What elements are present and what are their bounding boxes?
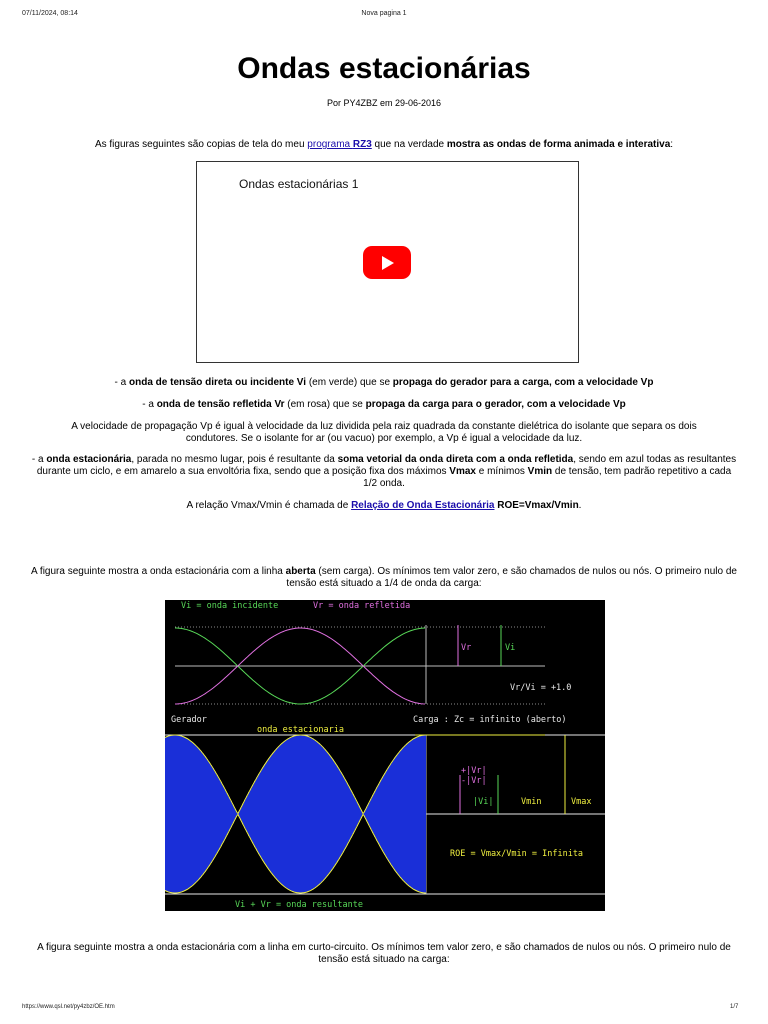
label-vmin: Vmin (521, 797, 542, 807)
p1-a: - a (114, 377, 129, 388)
p4-b1: onda estacionária (46, 454, 132, 465)
intro-text-middle: que na verdade (371, 139, 447, 150)
label-plus-vr: +|Vr| (461, 766, 487, 776)
youtube-play-icon[interactable] (363, 246, 411, 279)
intro-bold: mostra as ondas de forma animada e interativa (446, 139, 671, 150)
video-title[interactable]: Ondas estacionárias 1 (239, 177, 359, 191)
intro-colon: : (670, 139, 674, 150)
p4-a: - a (31, 454, 47, 465)
standing-wave-screen (165, 600, 605, 911)
label-box-vr: Vr (461, 643, 472, 653)
page-title: Ondas estacionárias (237, 52, 531, 85)
p6-a: A figura seguinte mostra a onda estacionária com a linha (31, 566, 286, 577)
p1-b2: propaga do gerador para a carga, com a velocidade Vp (392, 377, 654, 388)
label-onda-estacionaria: onda estacionaria (257, 725, 344, 735)
p1-b1: onda de tensão direta ou incidente Vi (129, 377, 307, 388)
youtube-video-embed[interactable] (196, 161, 579, 363)
p4-b2: soma vetorial da onda direta com a onda refletida (337, 454, 574, 465)
rz3-link-text[interactable]: programa (307, 139, 353, 150)
roe-link[interactable] (351, 500, 494, 511)
label-minus-vr: -|Vr| (461, 776, 487, 786)
print-page-number: 1/7 (730, 1004, 739, 1010)
p1-c: (em verde) que se (306, 377, 393, 388)
print-datetime: 07/11/2024, 08:14 (22, 10, 78, 17)
paragraph-velocity (30, 421, 738, 445)
label-carga: Carga : Zc = infinito (aberto) (413, 715, 567, 725)
paragraph-incident-wave (30, 377, 738, 389)
paragraph-reflected-wave (30, 399, 738, 411)
p2-a: - a (142, 399, 157, 410)
p2-b1: onda de tensão refletida Vr (156, 399, 285, 410)
top-grid (175, 625, 545, 704)
p4-b3: Vmax (449, 466, 476, 477)
p3-line1: A velocidade de propagação Vp é igual à velocidade da luz dividida pela raiz quadrada da constante dielétrica do isolante que separa os dois (71, 421, 697, 432)
play-triangle-icon (382, 256, 394, 270)
print-url: https://www.qsl.net/py4zbz/OE.htm (22, 1004, 115, 1010)
paragraph-short-circuit: A figura seguinte mostra a onda estacionária com a linha em curto-circuito. Os mínimos tem valor zero, e são chamados de nulos ou nós. O primeiro nulo de tensão está situado na carga: (37, 942, 731, 965)
p4-f: de tensão, tem padrão repetitivo a cada 1/2 onda. (363, 466, 732, 489)
p5-bold: ROE=Vmax/Vmin (497, 500, 579, 511)
rz3-link-bold[interactable]: RZ3 (352, 139, 372, 150)
p2-b2: propaga da carga para o gerador, com a velocidade Vp (365, 399, 626, 410)
intro-text: As figuras seguintes são copias de tela do meu (94, 139, 308, 150)
paragraph-roe (30, 500, 738, 512)
p2-c: (em rosa) que se (284, 399, 366, 410)
label-roe: ROE = Vmax/Vmin = Infinita (450, 849, 584, 859)
label-vi-incident: Vi = onda incidente (181, 601, 279, 611)
p4-c: , parada no mesmo lugar, pois é resultante da (131, 454, 338, 465)
standing-wave-open-figure (165, 600, 605, 911)
paragraph-standing-wave (30, 454, 738, 490)
p3-line2: condutores. Se o isolante for ar (ou vacuo) por exemplo, a Vp é igual a velocidade da luz. (185, 433, 583, 444)
label-resultante: Vi + Vr = onda resultante (235, 900, 363, 910)
roe-link-text[interactable]: Relação de Onda Estacionária (351, 500, 495, 511)
standing-wave-fill (165, 735, 425, 893)
p5-c: . (578, 500, 582, 511)
paragraph-open-line (30, 566, 738, 590)
print-page-title: Nova pagina 1 (361, 10, 407, 17)
p4-b4: Vmin (527, 466, 553, 477)
byline: Por PY4ZBZ em 29-06-2016 (326, 98, 442, 108)
p6-b: (sem carga). Os mínimos tem valor zero, e são chamados de nulos ou nós. O primeiro nulo de tensão está situado a 1/4 de onda da carga: (286, 566, 737, 589)
rz3-program-link[interactable] (307, 139, 371, 150)
label-vmax: Vmax (571, 797, 592, 807)
label-gerador: Gerador (171, 715, 207, 725)
label-vr-reflected: Vr = onda refletida (313, 601, 411, 611)
p6-bold: aberta (285, 566, 316, 577)
p5-a: A relação Vmax/Vmin é chamada de (186, 500, 352, 511)
label-abs-vi: |Vi| (473, 797, 494, 807)
p4-e: e mínimos (475, 466, 528, 477)
label-ratio: Vr/Vi = +1.0 (510, 683, 572, 693)
p4-d: , sendo em azul todas as resultantes durante um ciclo, e em amarelo a sua envoltória fixa, sendo que a posição fixa dos máximos (36, 454, 737, 477)
label-box-vi: Vi (505, 643, 516, 653)
intro-paragraph (30, 139, 738, 151)
